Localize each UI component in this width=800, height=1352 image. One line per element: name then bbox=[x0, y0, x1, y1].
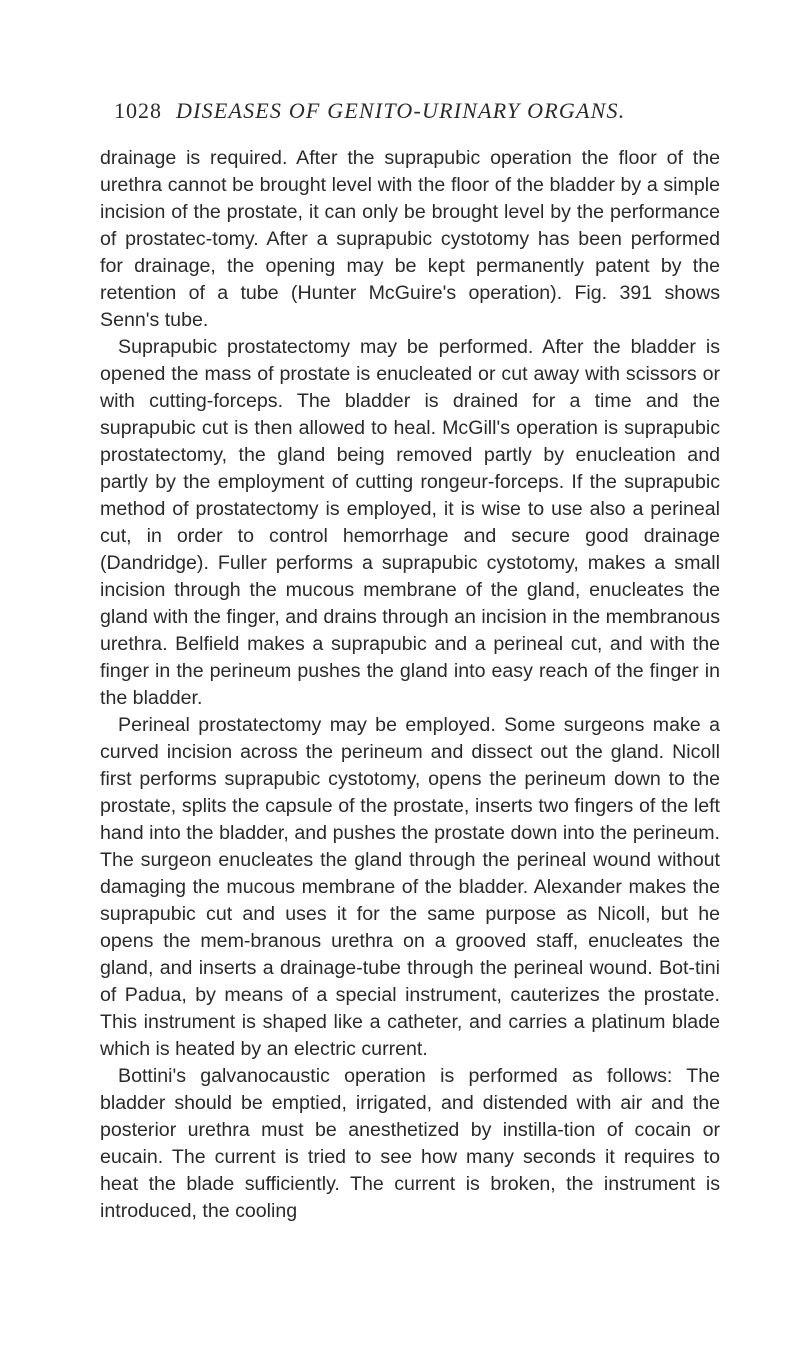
paragraph-bottini-operation: Bottini's galvanocaustic operation is performed as follows: The bladder should be emptied, irrigated, and distended with air and the posterior urethra must be anesthetized by instilla-tion of cocain or eucain. The current is tried to see how many seconds it requires to heat the blade sufficiently. The current is broken, the instrument is introduced, the cooling bbox=[100, 1065, 720, 1222]
paragraph-perineal-prostatectomy: Perineal prostatectomy may be employed. Some surgeons make a curved incision across the perineum and dissect out the gland. Nicoll first performs suprapubic cystotomy, opens the perineum down to the prostate, splits the capsule of the prostate, inserts two fingers of the left hand into the bladder, and pushes the prostate down into the perineum. The surgeon enucleates the gland through the perineal wound without damaging the mucous membrane of the bladder. Alexander makes the suprapubic cut and uses it for the same purpose as Nicoll, but he opens the mem-branous urethra on a grooved staff, enucleates the gland, and inserts a drainage-tube through the perineal wound. Bot-tini of Padua, by means of a special instrument, cauterizes the prostate. This instrument is shaped like a catheter, and carries a platinum blade which is heated by an electric current. bbox=[100, 714, 720, 1060]
page-number: 1028 bbox=[114, 98, 162, 123]
body-text bbox=[100, 145, 720, 1225]
running-title: DISEASES OF GENITO-URINARY ORGANS. bbox=[176, 98, 626, 123]
running-head bbox=[114, 96, 714, 126]
paragraph-suprapubic-prostatectomy: Suprapubic prostatectomy may be performed. After the bladder is opened the mass of prostate is enucleated or cut away with scissors or with cutting-forceps. The bladder is drained for a time and the suprapubic cut is then allowed to heal. McGill's operation is suprapubic prostatectomy, the gland being removed partly by enucleation and partly by the employment of cutting rongeur-forceps. If the suprapubic method of prostatectomy is employed, it is wise to use also a perineal cut, in order to control hemorrhage and secure good drainage (Dandridge). Fuller performs a suprapubic cystotomy, makes a small incision through the mucous membrane of the gland, enucleates the gland with the finger, and drains through an incision in the membranous urethra. Belfield makes a suprapubic and a perineal cut, and with the finger in the perineum pushes the gland into easy reach of the finger in the bladder. bbox=[100, 336, 720, 709]
paragraph-drainage: drainage is required. After the suprapubic operation the floor of the urethra cannot be brought level with the floor of the bladder by a simple incision of the prostate, it can only be brought level by the performance of prostatec-tomy. After a suprapubic cystotomy has been performed for drainage, the opening may be kept permanently patent by the retention of a tube (Hunter McGuire's operation). Fig. 391 shows Senn's tube. bbox=[100, 147, 720, 331]
